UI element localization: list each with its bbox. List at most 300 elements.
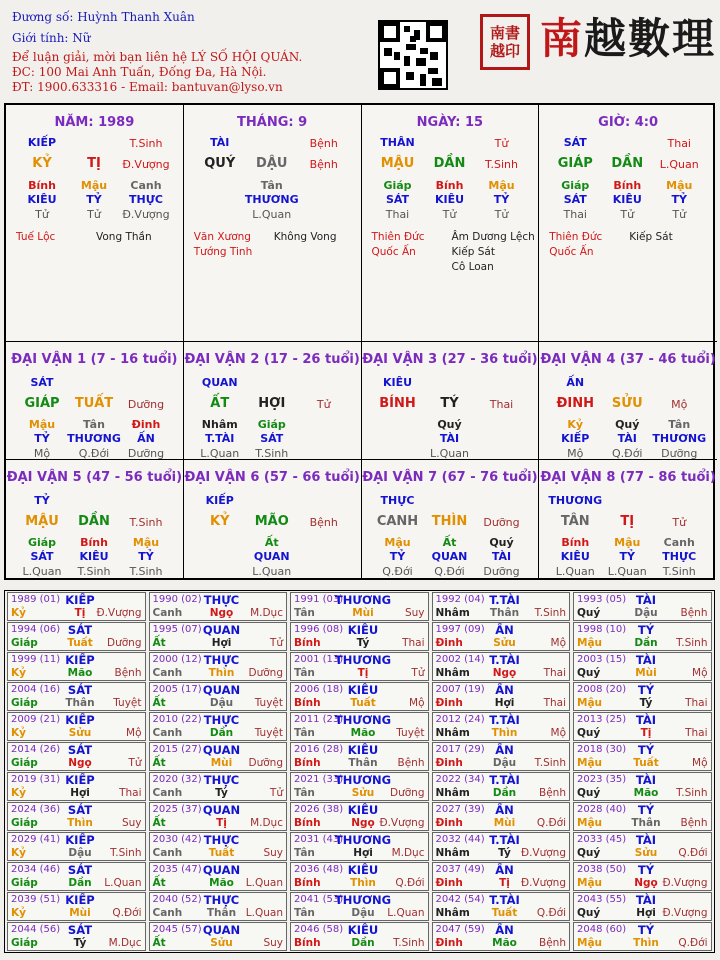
annual-cell[interactable]: [290, 802, 429, 831]
annual-phase: Q.Đới: [536, 817, 566, 829]
annual-stem: Bính: [294, 757, 321, 769]
hidden-phase: Đ.Vượng: [122, 208, 170, 221]
annual-cell[interactable]: [432, 772, 571, 801]
year-label: 2011 (23): [294, 714, 344, 725]
phase-label: Tử: [316, 398, 331, 411]
hidden-phase: Mộ: [567, 447, 584, 460]
annual-branch: Hợi: [353, 847, 373, 859]
annual-branch: Mão: [209, 877, 234, 889]
annual-cell[interactable]: [149, 712, 288, 741]
annual-cell[interactable]: [290, 742, 429, 771]
dai-van-title: ĐẠI VẬN 8 (77 - 86 tuổi): [540, 470, 716, 485]
ten-god-label: SÁT: [30, 376, 54, 389]
hidden-stem: Bính: [561, 536, 590, 549]
annual-ten-god: TỶ: [637, 743, 655, 757]
annual-branch: Tuất: [633, 757, 659, 769]
dai-van-cell: [184, 342, 362, 460]
year-label: 2033 (45): [577, 834, 627, 845]
annual-stem: Kỷ: [11, 847, 26, 859]
annual-cell[interactable]: [290, 892, 429, 921]
pillar-title: THÁNG: 9: [237, 115, 308, 130]
year-label: 2036 (48): [294, 864, 344, 875]
annual-cell[interactable]: [7, 682, 146, 711]
annual-branch: Tuất: [208, 847, 235, 859]
annual-cell[interactable]: [149, 742, 288, 771]
dai-van-cell: [539, 460, 717, 578]
hidden-phase: L.Quan: [22, 565, 62, 578]
hidden-stem: Ất: [264, 536, 279, 549]
year-label: 2038 (50): [577, 864, 627, 875]
annual-cell[interactable]: [7, 862, 146, 891]
dai-van-cell: [539, 342, 717, 460]
annual-ten-god: QUAN: [202, 743, 241, 757]
annual-stem: Ất: [152, 937, 166, 949]
heavenly-stem: BÍNH: [379, 396, 416, 411]
year-label: 2015 (27): [152, 744, 202, 755]
annual-stem: Đinh: [435, 817, 463, 829]
annual-phase: Mộ: [550, 727, 566, 739]
heavenly-stem: ĐINH: [556, 396, 594, 411]
year-label: 2023 (35): [577, 774, 627, 785]
annual-cell[interactable]: [432, 712, 571, 741]
annual-cell[interactable]: [573, 892, 712, 921]
hidden-stem: Tân: [260, 179, 283, 192]
annual-phase: Đ.Vượng: [96, 607, 142, 619]
annual-stem: Canh: [152, 607, 183, 619]
annual-cell[interactable]: [573, 832, 712, 861]
annual-ten-god: KIÊU: [347, 623, 379, 637]
annual-stem: Đinh: [435, 757, 463, 769]
year-label: 1992 (04): [435, 594, 485, 605]
year-label: 2010 (22): [152, 714, 202, 725]
annual-ten-god: TỶ: [637, 863, 655, 877]
phase-label: Tử: [672, 516, 687, 529]
year-label: 2017 (29): [435, 744, 485, 755]
annual-cell[interactable]: [149, 622, 288, 651]
earthly-branch: TỊ: [620, 514, 635, 529]
annual-cell[interactable]: [573, 772, 712, 801]
year-label: 2022 (34): [435, 774, 485, 785]
hidden-stem: Bính: [613, 179, 642, 192]
year-label: 1993 (05): [577, 594, 627, 605]
annual-cell[interactable]: [573, 742, 712, 771]
hidden-ten-god: THỰC: [662, 550, 697, 563]
hidden-phase: Tử: [494, 208, 509, 221]
annual-cell[interactable]: [432, 802, 571, 831]
annual-stem: Giáp: [11, 817, 38, 829]
annual-branch: Tý: [73, 937, 87, 949]
annual-ten-god: ẤN: [495, 863, 514, 877]
annual-phase: Suy: [404, 607, 425, 619]
annual-ten-god: SÁT: [67, 743, 93, 757]
shensha-label: Quốc Ấn: [549, 246, 594, 258]
annual-branch: Ngọ: [209, 607, 234, 619]
year-label: 1994 (06): [11, 624, 61, 635]
hidden-stem: Bính: [28, 179, 56, 192]
annual-cell[interactable]: [7, 922, 146, 951]
hidden-stem: Giáp: [27, 536, 57, 549]
annual-ten-god: TÀI: [635, 653, 657, 667]
annual-branch: Dậu: [68, 847, 92, 859]
annual-ten-god: TÀI: [635, 833, 657, 847]
annual-phase: Bệnh: [114, 667, 142, 679]
annual-ten-god: KIÊU: [347, 863, 379, 877]
annual-cell[interactable]: [7, 652, 146, 681]
annual-cell[interactable]: [432, 862, 571, 891]
annual-branch: Sửu: [351, 787, 375, 799]
life-stage-label: T.Sinh: [129, 137, 163, 150]
annual-stem: Kỷ: [11, 787, 26, 799]
annual-ten-god: KIÊU: [347, 743, 379, 757]
header: [0, 0, 720, 100]
annual-branch: Tị: [640, 727, 652, 739]
annual-ten-god: TỶ: [637, 683, 655, 697]
annual-cell[interactable]: [573, 802, 712, 831]
hidden-phase: Tử: [35, 208, 49, 221]
annual-cell[interactable]: [7, 712, 146, 741]
owner-name: Đương số: Huỳnh Thanh Xuân: [12, 10, 195, 24]
annual-branch: Mùi: [352, 607, 374, 619]
annual-stem: Ất: [152, 697, 166, 709]
hidden-ten-god: TỶ: [138, 550, 154, 563]
annual-stem: Nhâm: [435, 667, 470, 679]
annual-branch: Tuất: [67, 637, 93, 649]
annual-cell[interactable]: [432, 652, 571, 681]
year-label: 2046 (58): [294, 924, 344, 935]
annual-branch: Mão: [492, 937, 517, 949]
annual-cell[interactable]: [7, 802, 146, 831]
annual-branch: Mùi: [493, 817, 516, 829]
life-stage-label: Tử: [494, 137, 509, 150]
annual-cell[interactable]: [573, 652, 712, 681]
shensha-label: Thiên Đức: [549, 231, 603, 243]
annual-phase: Suy: [263, 847, 283, 859]
shensha-label: Thiên Đức: [371, 231, 425, 243]
hidden-stem: Quý: [437, 418, 462, 431]
annual-ten-god: TÀI: [635, 713, 657, 727]
annual-cell[interactable]: [290, 712, 429, 741]
annual-stem: Giáp: [11, 937, 38, 949]
annual-cell[interactable]: [149, 892, 288, 921]
pillar-title: NĂM: 1989: [54, 115, 135, 130]
annual-cell[interactable]: [149, 832, 288, 861]
hidden-ten-god: QUAN: [253, 550, 290, 563]
annual-ten-god: TỶ: [637, 803, 655, 817]
annual-phase: Mộ: [692, 667, 708, 679]
annual-phase: Bệnh: [397, 757, 425, 769]
annual-ten-god: KIẾP: [65, 653, 95, 667]
year-label: 2004 (16): [11, 684, 61, 695]
shensha-label: Tướng Tinh: [193, 246, 253, 258]
annual-branch: Dậu: [351, 907, 375, 919]
annual-branch: Hợi: [494, 697, 515, 709]
hidden-ten-god: KIÊU: [560, 550, 590, 563]
year-label: 2044 (56): [11, 924, 61, 935]
pillar-cell: [539, 105, 717, 342]
annual-ten-god: TỶ: [637, 923, 655, 937]
annual-phase: Suy: [263, 937, 283, 949]
annual-cell[interactable]: [573, 922, 712, 951]
annual-phase: Thai: [543, 667, 566, 679]
year-label: 2026 (38): [294, 804, 344, 815]
hidden-stem: Mậu: [488, 179, 515, 192]
annual-ten-god: ẤN: [495, 743, 514, 757]
year-label: 1997 (09): [435, 624, 485, 635]
annual-phase: Suy: [121, 817, 142, 829]
annual-stem: Kỷ: [11, 607, 26, 619]
hidden-phase: Tử: [442, 208, 457, 221]
annual-stem: Nhâm: [435, 607, 470, 619]
year-label: 2006 (18): [294, 684, 344, 695]
annual-cell[interactable]: [149, 652, 288, 681]
annual-stem: Đinh: [435, 937, 463, 949]
annual-branch: Hợi: [211, 637, 232, 649]
dai-van-title: ĐẠI VẬN 3 (27 - 36 tuổi): [362, 352, 538, 367]
annual-phase: Mộ: [409, 697, 425, 709]
annual-stem: Mậu: [577, 637, 603, 649]
brand-char: 越: [584, 14, 629, 63]
annual-branch: Sửu: [210, 937, 233, 949]
hidden-stem: Giáp: [383, 179, 412, 192]
annual-stem: Tân: [294, 607, 315, 619]
annual-cell[interactable]: [7, 592, 146, 621]
shensha-label: Âm Dương Lệch: [451, 231, 535, 243]
annual-branch: Tị: [216, 817, 227, 829]
dai-van-cell: [6, 342, 184, 460]
annual-ten-god: TÀI: [635, 593, 657, 607]
hidden-phase: Thai: [385, 208, 410, 221]
annual-phase: Đ.Vượng: [662, 877, 708, 889]
annual-phase: Bệnh: [539, 787, 566, 799]
annual-cell[interactable]: [149, 802, 288, 831]
annual-phase: Thai: [402, 637, 425, 649]
annual-ten-god: SÁT: [67, 923, 93, 937]
annual-stem: Kỷ: [11, 667, 26, 679]
annual-ten-god: TÀI: [635, 773, 657, 787]
annual-stem: Bính: [294, 937, 321, 949]
annual-phase: L.Quan: [104, 877, 142, 889]
year-label: 2029 (41): [11, 834, 61, 845]
life-stage-label: Bệnh: [309, 137, 338, 150]
annual-cell[interactable]: [149, 862, 288, 891]
annual-phase: Bệnh: [680, 607, 708, 619]
hidden-ten-god: TÀI: [491, 550, 512, 563]
phase-label: T.Sinh: [129, 516, 163, 529]
year-label: 1990 (02): [152, 594, 202, 605]
annual-cell[interactable]: [573, 862, 712, 891]
hidden-ten-god: SÁT: [563, 193, 587, 206]
hidden-stem: Ất: [442, 536, 457, 549]
annual-branch: Tý: [215, 787, 228, 799]
hidden-ten-god: TỶ: [493, 193, 510, 206]
annual-branch: Thìn: [67, 817, 93, 829]
annual-stem: Mậu: [577, 757, 603, 769]
annual-phase: Tử: [269, 787, 283, 799]
annual-stem: Ất: [152, 817, 166, 829]
annual-ten-god: TÀI: [635, 893, 657, 907]
annual-phase: Thai: [685, 697, 708, 709]
annual-ten-god: KIẾP: [65, 713, 95, 727]
hidden-stem: Kỷ: [567, 418, 584, 431]
annual-cell[interactable]: [573, 712, 712, 741]
annual-stem: Nhâm: [435, 727, 470, 739]
year-label: 2007 (19): [435, 684, 485, 695]
annual-branch: Sửu: [493, 637, 516, 649]
year-label: 2030 (42): [152, 834, 202, 845]
annual-cell[interactable]: [7, 892, 146, 921]
annual-branch: Ngọ: [492, 667, 517, 679]
annual-phase: Q.Đới: [112, 907, 142, 919]
hidden-stem: Bính: [435, 179, 464, 192]
hidden-phase: Tử: [87, 208, 101, 221]
annual-stem: Mậu: [577, 937, 603, 949]
annual-ten-god: T.TÀI: [489, 833, 520, 847]
hidden-ten-god: THƯƠNG: [67, 432, 121, 445]
brand-char: 南: [540, 14, 585, 63]
annual-cell[interactable]: [432, 682, 571, 711]
annual-branch: Thân: [348, 757, 378, 769]
annual-cell[interactable]: [290, 592, 429, 621]
annual-ten-god: KIÊU: [347, 683, 379, 697]
earthly-branch: TÝ: [440, 396, 459, 411]
hidden-ten-god: SÁT: [30, 550, 54, 563]
annual-cell[interactable]: [432, 832, 571, 861]
brand-logo: [540, 6, 716, 66]
phone-email-line[interactable]: ĐT: 1900.633316 - Email: bantuvan@lyso.vn: [12, 80, 283, 94]
annual-stem: Bính: [294, 637, 321, 649]
annual-cell[interactable]: [432, 892, 571, 921]
annual-branch: Tị: [357, 667, 369, 679]
annual-cell[interactable]: [7, 742, 146, 771]
annual-cell[interactable]: [290, 832, 429, 861]
annual-cell[interactable]: [573, 592, 712, 621]
annual-cell[interactable]: [7, 772, 146, 801]
heavenly-stem: GIÁP: [557, 156, 593, 171]
annual-branch: Tý: [356, 637, 370, 649]
annual-phase: Tuyệt: [113, 697, 142, 709]
annual-stem: Đinh: [435, 697, 463, 709]
annual-stem: Kỷ: [11, 907, 26, 919]
hidden-stem: Canh: [130, 179, 162, 192]
annual-ten-god: ẤN: [495, 923, 514, 937]
annual-stem: Quý: [577, 787, 601, 799]
dai-van-title: ĐẠI VẬN 1 (7 - 16 tuổi): [11, 352, 178, 367]
annual-branch: Mão: [350, 727, 376, 739]
annual-cell[interactable]: [149, 922, 288, 951]
annual-cell[interactable]: [290, 682, 429, 711]
annual-stem: Kỷ: [11, 727, 26, 739]
annual-phase: Mộ: [692, 757, 708, 769]
annual-cell[interactable]: [290, 862, 429, 891]
annual-cell[interactable]: [290, 622, 429, 651]
annual-phase: Tuyệt: [396, 727, 425, 739]
hidden-ten-god: THƯƠNG: [244, 193, 299, 206]
heavenly-stem: KỶ: [210, 514, 230, 529]
annual-ten-god: QUAN: [202, 683, 241, 697]
hidden-stem: Mậu: [614, 536, 641, 549]
annual-cell[interactable]: [432, 922, 571, 951]
annual-branch: Ngọ: [634, 877, 658, 889]
year-label: 1996 (08): [294, 624, 344, 635]
earthly-branch: MÃO: [254, 514, 289, 529]
annual-cell[interactable]: [432, 742, 571, 771]
annual-branch: Mùi: [210, 757, 233, 769]
hidden-phase: T.Sinh: [77, 565, 111, 578]
annual-branch: Thân: [489, 607, 520, 619]
annual-cell[interactable]: [149, 592, 288, 621]
hidden-ten-god: TỶ: [389, 550, 406, 563]
shensha-label: Văn Xương: [193, 231, 251, 243]
hidden-phase: L.Quan: [200, 447, 240, 460]
hidden-ten-god: ẤN: [137, 432, 155, 445]
annual-cell[interactable]: [149, 772, 288, 801]
phase-label: Bệnh: [309, 158, 338, 171]
ten-god-label: TÀI: [210, 136, 230, 149]
annual-ten-god: T.TÀI: [489, 893, 520, 907]
annual-cell[interactable]: [7, 832, 146, 861]
annual-cell[interactable]: [432, 592, 571, 621]
annual-phase: Dưỡng: [248, 667, 283, 679]
earthly-branch: DẦN: [611, 156, 644, 171]
hidden-phase: L.Quan: [430, 447, 469, 460]
hidden-phase: Tử: [620, 208, 635, 221]
hidden-stem: Đinh: [131, 418, 161, 431]
annual-ten-god: THƯƠNG: [334, 893, 392, 907]
hidden-ten-god: TÀI: [617, 432, 637, 445]
annual-branch: Mão: [633, 787, 659, 799]
annual-phase: Đ.Vượng: [520, 877, 566, 889]
annual-stem: Quý: [577, 607, 601, 619]
year-label: 2003 (15): [577, 654, 627, 665]
annual-stem: Canh: [152, 787, 183, 799]
phase-label: Dưỡng: [127, 398, 165, 411]
phase-label: L.Quan: [659, 158, 699, 171]
annual-cell[interactable]: [573, 682, 712, 711]
hidden-ten-god: KIÊU: [79, 550, 109, 563]
hidden-ten-god: SÁT: [385, 193, 410, 206]
annual-ten-god: THƯƠNG: [334, 653, 392, 667]
year-label: 1998 (10): [577, 624, 627, 635]
bazi-chart: [4, 103, 715, 580]
annual-phase: T.Sinh: [676, 787, 708, 799]
annual-stem: Canh: [152, 667, 183, 679]
annual-cell[interactable]: [7, 622, 146, 651]
annual-phase: L.Quan: [387, 907, 425, 919]
address-line: ĐC: 100 Mai Anh Tuấn, Đống Đa, Hà Nội.: [12, 65, 267, 79]
annual-phase: Dưỡng: [390, 787, 425, 799]
annual-cell[interactable]: [573, 622, 712, 651]
annual-cell[interactable]: [290, 922, 429, 951]
annual-phase: Thai: [543, 697, 566, 709]
annual-phase: L.Quan: [245, 907, 283, 919]
ten-god-label: QUAN: [201, 376, 238, 389]
annual-phase: M.Dục: [108, 937, 142, 949]
phase-label: Dưỡng: [483, 516, 520, 529]
phase-label: Thai: [489, 398, 514, 411]
hidden-stem: Mậu: [132, 536, 160, 549]
phase-label: Bệnh: [309, 516, 338, 529]
annual-cell[interactable]: [290, 772, 429, 801]
year-label: 2000 (12): [152, 654, 202, 665]
annual-cell[interactable]: [290, 652, 429, 681]
year-label: 2028 (40): [577, 804, 627, 815]
annual-cell[interactable]: [149, 682, 288, 711]
annual-ten-god: KIÊU: [347, 923, 379, 937]
annual-branch: Hợi: [70, 787, 90, 799]
annual-stem: Tân: [294, 847, 315, 859]
hidden-phase: T.Sinh: [662, 565, 696, 578]
annual-cell[interactable]: [432, 622, 571, 651]
